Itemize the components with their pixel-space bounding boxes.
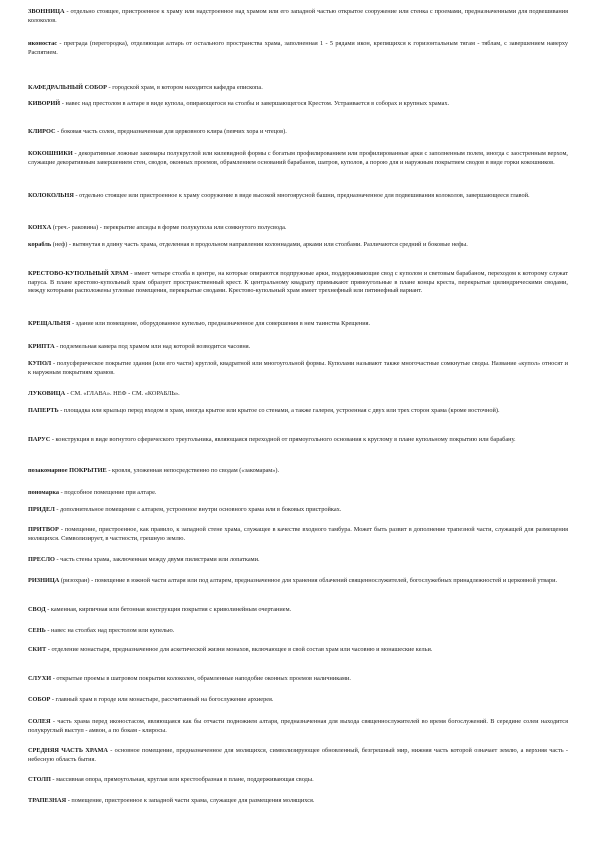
glossary-entry <box>28 577 568 586</box>
entry-term: ПАРУС <box>28 436 51 443</box>
glossary-entry <box>28 40 568 57</box>
glossary-entry <box>28 556 568 565</box>
entry-term: КАФЕДРАЛЬНЫЙ СОБОР <box>28 84 107 91</box>
entry-definition: - боковая часть солеи, предназначенная для церковного клира (певчих хора и чтецов). <box>55 128 287 135</box>
glossary-entry <box>28 489 568 498</box>
glossary-entry <box>28 646 568 655</box>
glossary-entry <box>28 343 568 352</box>
entry-definition: - конструкция в виде вогнутого сферического треугольника, являющаяся переходной от прямоугольного основания к круглому в плане купольному покрытию или барабану. <box>50 436 516 443</box>
glossary-entry <box>28 776 568 785</box>
entry-term: КОЛОКОЛЬНЯ <box>28 192 74 199</box>
entry-term: СТОЛП <box>28 776 51 783</box>
entry-definition: (греч.- раковина) - перекрытие апсиды в форме полукупола или сомкнутого полусвода. <box>51 224 287 231</box>
glossary-entry <box>28 84 568 93</box>
entry-term: КРЕЩАЛЬНЯ <box>28 320 71 327</box>
entry-term: ПРЕСЛО <box>28 556 55 563</box>
entry-term: СЕНЬ <box>28 627 46 634</box>
entry-term: пономарка <box>28 489 60 496</box>
entry-term: РИЗНИЦА <box>28 577 60 584</box>
entry-definition: - открытые проемы в шатровом покрытии колоколен, обрамленные наподобие оконных проемов наличниками. <box>51 675 351 682</box>
entry-definition: (ризохран) - помещение в южной части алтаря или под алтарем, предназначенное для хранения облачений священнослужителей, богослужебных принадлежностей и церковной утвари. <box>59 577 558 584</box>
entry-definition: - полусферическое покрытие здания (или его части) круглой, квадратной или многоугольной формы. Куполами называют также многочастные сомкнутые своды. Название «купол» относят и к наружным покрытиям храмов. <box>28 360 568 376</box>
entry-definition: - СМ. «ГЛАВА». НЕФ - СМ. «КОРАБЛЬ». <box>65 390 180 397</box>
glossary-entry <box>28 627 568 636</box>
glossary-entry <box>28 320 568 329</box>
entry-term: иконостас <box>28 40 58 47</box>
glossary-entry <box>28 467 568 476</box>
entry-definition: - отдельно стоящее, пристроенное к храму или надстроенное над храмом или его западной частью открытое сооружение или стенка с проемами, предназначенными для подвешивания колоколов. <box>28 8 568 24</box>
entry-term: КОКОШНИКИ <box>28 150 73 157</box>
glossary-entry <box>28 506 568 515</box>
glossary-entry <box>28 407 568 416</box>
entry-definition: - помещение, пристроенное к западной части храма, служащее для размещения молящихся. <box>66 797 315 804</box>
glossary-entry <box>28 675 568 684</box>
entry-definition: - главный храм в городе или монастыре, рассчитанный на богослужение архиерея. <box>50 696 274 703</box>
glossary-entry <box>28 390 568 399</box>
entry-definition: - часть храма перед иконостасом, являющаяся как бы отчасти подножием алтаря, предназначенная для выхода священнослужителей во время богослужений. В середине солеи находится полукруглый выступ - амвон, а по бокам - клиросы. <box>28 718 568 734</box>
entry-term: СВОД <box>28 606 46 613</box>
entry-definition: - подземельная камера под храмом или над которой возводится часовня. <box>54 343 251 350</box>
entry-term: ЛУКОВИЦА <box>28 390 66 397</box>
entry-definition: - преграда (перегородка), отделяющая алтарь от остального пространства храма, заполненная 1 - 5 рядами икон, крепящихся к горизонтальным тягам - тяблам, с завершением наверху Распятием. <box>28 40 568 56</box>
glossary-entry <box>28 747 568 764</box>
entry-definition: - имеет четыре столба в центре, на которые опираются подпружные арки, поддерживающие свод с куполом и световым барабаном, переходом к которому служат паруса. В плане крестово-купольный храм образует пространственный крест. К центральному квадрату примыкают прямоугольные в плане концы креста, перекрытые цилиндрическими сводами, между которыми расположены угловые помещения, перекрытые сводами. Крестово-купольный храм имеет трехнефный или пятинефный вариант. <box>28 270 568 295</box>
entry-term: СКИТ <box>28 646 47 653</box>
entry-definition: - помещение, пристроенное, как правило, к западной стене храма, служащее в качестве входного тамбура. Может быть развит в дополнение трапезной части, служащей для размещения молящихся. Символизирует, в частности, грешную землю. <box>28 526 568 542</box>
entry-term: корабль <box>28 241 52 248</box>
entry-definition: - подсобное помещение при алтаре. <box>59 489 157 496</box>
glossary-entry <box>28 128 568 137</box>
entry-term: СОБОР <box>28 696 51 703</box>
glossary-entry <box>28 696 568 705</box>
entry-term: ТРАПЕЗНАЯ <box>28 797 67 804</box>
entry-term: КРИПТА <box>28 343 55 350</box>
glossary-entry <box>28 270 568 296</box>
glossary-entry <box>28 150 568 167</box>
entry-definition: - городской храм, в котором находится кафедра епископа. <box>106 84 263 91</box>
entry-term: КУПОЛ <box>28 360 52 367</box>
entry-term: ПАПЕРТЬ <box>28 407 59 414</box>
glossary-entry <box>28 241 568 250</box>
entry-definition: - декоративные ложные закомары полукруглой или килевидной формы с богатым профилированием или профилированные арки с заполненным полем, иногда с заостренным верхом, служащие декоративным завершением стен, сводов, оконных проемов, обрамлением оснований барабанов, шатров, куполов, а порою для и наружным покрытием сводов в виде горки кокошников. <box>28 150 568 166</box>
entry-term: позакомарное ПОКРЫТИЕ <box>28 467 107 474</box>
entry-term: ЗВОННИЦА <box>28 8 65 15</box>
entry-definition: - кровля, уложенная непосредственно по сводам («закомарам»). <box>106 467 280 474</box>
entry-definition: - навес над престолом в алтаре в виде купола, опирающегося на столбы и завершающегося Крестом. Устраивается в соборах и крупных храмах. <box>60 100 450 107</box>
glossary-entry <box>28 436 568 445</box>
glossary-entry <box>28 192 568 201</box>
entry-definition: - часть стены храма, заключенная между двумя пилястрами или лопатками. <box>54 556 260 563</box>
glossary-entry <box>28 718 568 735</box>
entry-definition: - отдельно стоящее или пристроенное к храму сооружение в виде высокой многоярусной башни, предназначенное для подвешивания колоколов, завершающееся главой. <box>73 192 530 199</box>
entry-term: КЛИРОС <box>28 128 56 135</box>
glossary-entry <box>28 526 568 543</box>
entry-definition: - площадка или крыльцо перед входом в храм, иногда крытое или крытое со стенами, а также галерея, устроенная с двух или трех сторон храма (кроме восточной). <box>58 407 500 414</box>
entry-definition: (неф) - вытянутая в длину часть храма, отделенная в продольном направлении колоннадами, арками или столбами. Различаются средний и боковые нефы. <box>51 241 468 248</box>
entry-term: СЛУХИ <box>28 675 52 682</box>
entry-term: КИВОРИЙ <box>28 100 61 107</box>
entry-definition: - дополнительное помещение с алтарем, устроенное внутри основного храма или в боковых пристройках. <box>54 506 342 513</box>
entry-definition: - основное помещение, предназначенное для молящихся, символизирующее обновленный, безгрешный мир, нижняя часть которой означает землю, а верхняя часть - небесную область бытия. <box>28 747 568 763</box>
entry-definition: - каменная, кирпичная или бетонная конструкция покрытия с криволинейным очертанием. <box>45 606 292 613</box>
entry-term: ПРИТВОР <box>28 526 59 533</box>
glossary-entry <box>28 797 568 806</box>
entry-term: КОНХА <box>28 224 52 231</box>
entry-term: СРЕДНЯЯ ЧАСТЬ ХРАМА <box>28 747 108 754</box>
entry-definition: - отделение монастыря, предназначенное для аскетической жизни монахов, включающее в свой состав храм или часовню и монашеские кельи. <box>46 646 433 653</box>
glossary-entry <box>28 8 568 25</box>
glossary-entry <box>28 606 568 615</box>
entry-definition: - здание или помещение, оборудованное купелью, предназначенное для совершения в нем таинства Крещения. <box>70 320 371 327</box>
entry-term: КРЕСТОВО-КУПОЛЬНЫЙ ХРАМ <box>28 270 129 277</box>
entry-term: СОЛЕЯ <box>28 718 51 725</box>
glossary-entry <box>28 224 568 233</box>
entry-term: ПРИДЕЛ <box>28 506 55 513</box>
glossary-entry <box>28 100 568 109</box>
entry-definition: - навес на столбах над престолом или купелью. <box>45 627 175 634</box>
entry-definition: - массивная опора, прямоугольная, круглая или крестообразная в плане, поддерживающая своды. <box>50 776 314 783</box>
glossary-entry <box>28 360 568 377</box>
